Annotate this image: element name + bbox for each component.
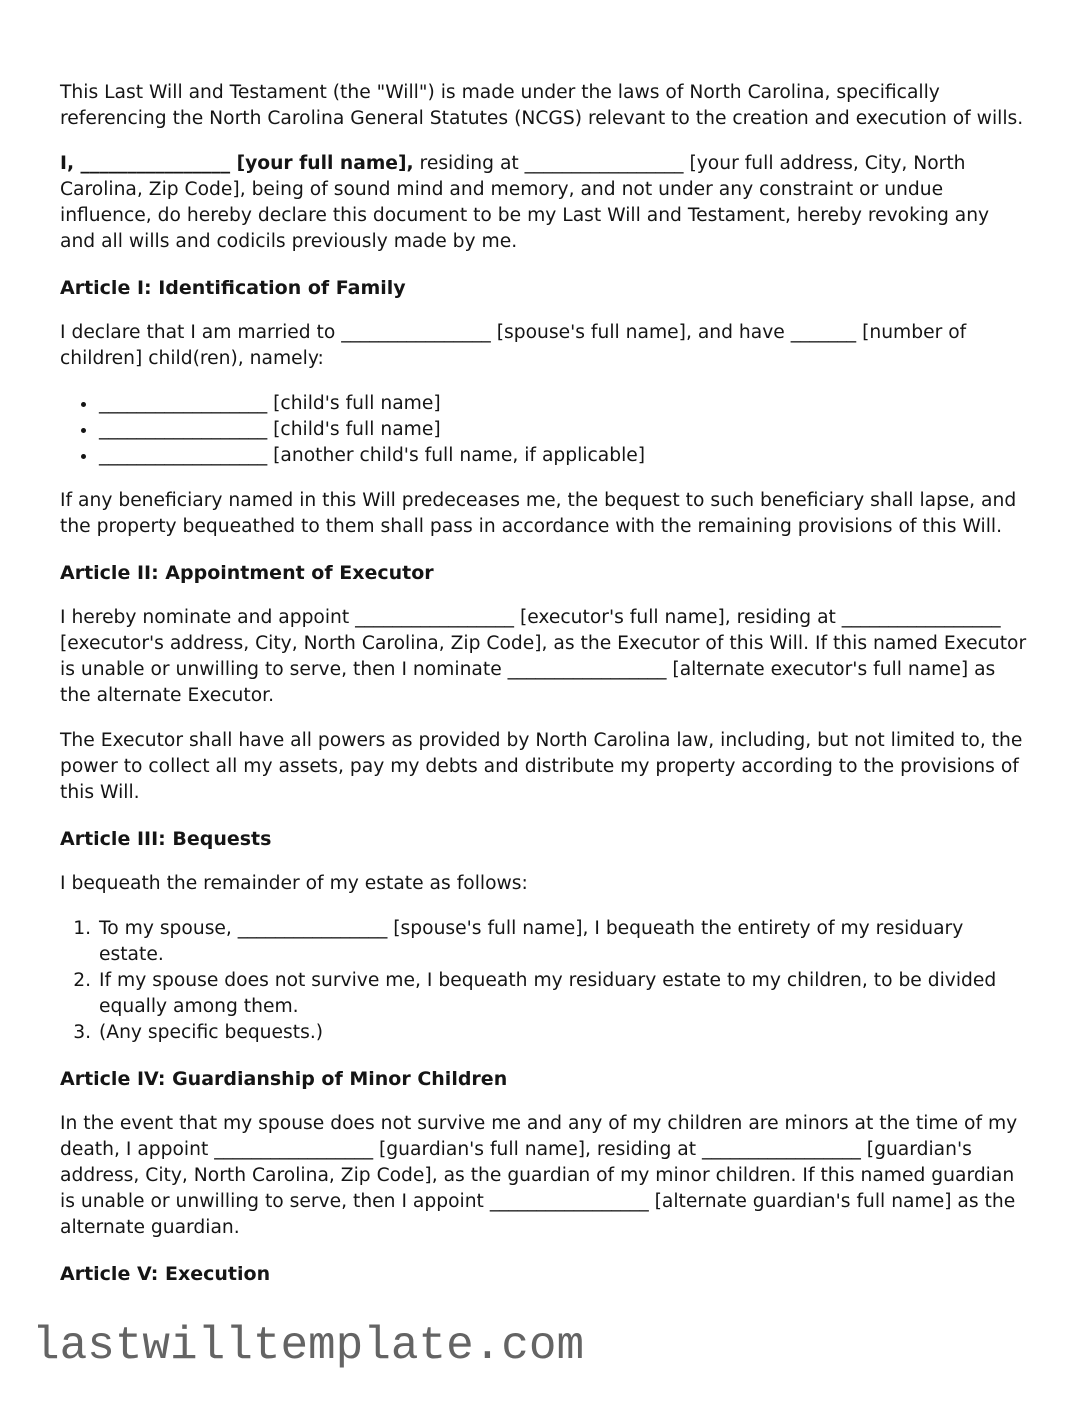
article-2-heading: Article II: Appointment of Executor [60, 562, 434, 584]
bequests-list [60, 916, 1027, 1046]
children-list [60, 391, 1027, 469]
declaration-rest-segment: residing at _________________ [your full address, City, North Carolina, Zip Code], being of sound mind and memory, and not under any constraint or undue influence, do hereby declare this document to be my Last Will and Testament, hereby revoking any and all wills and codicils previously made by me. [60, 153, 990, 252]
bequests-intro-paragraph: I bequeath the remainder of my estate as follows: [60, 873, 528, 894]
beneficiary-lapse-paragraph: If any beneficiary named in this Will predeceases me, the bequest to such beneficiary shall lapse, and the property bequeathed to them shall pass in accordance with the remaining provisions of this Will. [60, 490, 1017, 537]
child-list-item-3: • __________________ [another child's full name, if applicable] [97, 443, 1027, 469]
child-list-item-1: • __________________ [child's full name] [97, 391, 1027, 417]
executor-appointment-paragraph: I hereby nominate and appoint _________________ [executor's full name], residing at _________________ [executor's address, City, North Carolina, Zip Code], as the Executor of this Will. If this named Executor is unable or unwilling to serve, then I nominate _________________ [alternate executor's full name] as the alternate Executor. [60, 607, 1027, 706]
article-5-heading: Article V: Execution [60, 1263, 271, 1285]
article-3-heading: Article III: Bequests [60, 828, 272, 850]
article-4-heading: Article IV: Guardianship of Minor Children [60, 1068, 508, 1090]
declaration-paragraph [60, 151, 1027, 255]
bequest-list-item-1: 1. To my spouse, ________________ [spouse's full name], I bequeath the entirety of my residuary estate. [97, 916, 1027, 968]
bequest-list-item-3: 3. (Any specific bequests.) [97, 1020, 1027, 1046]
article-1-intro-paragraph: I declare that I am married to ________________ [spouse's full name], and have _______ [number of children] child(ren), namely: [60, 322, 967, 369]
child-list-item-2: • __________________ [child's full name] [97, 417, 1027, 443]
bequest-list-item-2: 2. If my spouse does not survive me, I bequeath my residuary estate to my children, to be divided equally among them. [97, 968, 1027, 1020]
executor-powers-paragraph: The Executor shall have all powers as provided by North Carolina law, including, but not limited to, the power to collect all my assets, pay my debts and distribute my property according to the provisions of this Will. [60, 730, 1023, 803]
watermark-text: lastwilltemplate.com [32, 1320, 585, 1372]
guardianship-paragraph: In the event that my spouse does not survive me and any of my children are minors at the time of my death, I appoint _________________ [guardian's full name], residing at _________________ [guardian's address, City, North Carolina, Zip Code], as the guardian of my minor children. If this named guardian is unable or unwilling to serve, then I appoint _________________ [alternate guardian's full name] as the alternate guardian. [60, 1113, 1018, 1238]
declaration-bold-segment: I, ________________ [your full name], [60, 153, 414, 174]
intro-paragraph: This Last Will and Testament (the "Will") is made under the laws of North Carolina, specifically referencing the North Carolina General Statutes (NCGS) relevant to the creation and execution of wills. [60, 82, 1024, 129]
article-1-heading: Article I: Identification of Family [60, 277, 406, 299]
